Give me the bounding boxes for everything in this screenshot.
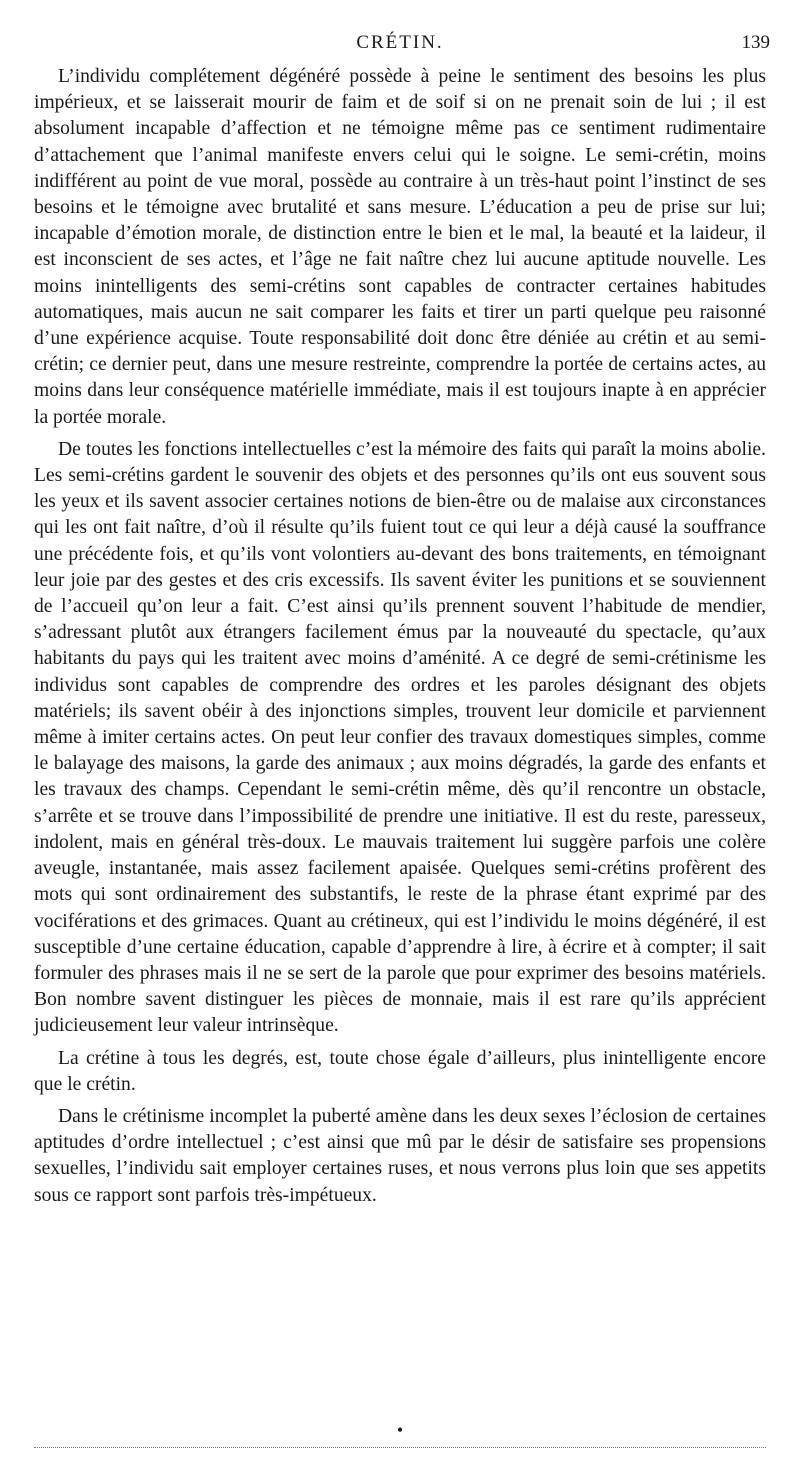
paragraph: L’individu complétement dégénéré possède à peine le sentiment des besoins les plus impérieux, et se laisserait mourir de faim et de soif si on ne prenait soin de lui ; il est absolument incapable d’affection et ne témoigne même pas ce sentiment rudimentaire d’attachement que l’animal manifeste envers celui qui le soigne. Le semi-crétin, moins indifférent au point de vue moral, possède au contraire à un très-haut point l’instinct de ses besoins et le témoigne avec brutalité et sans mesure. L’éducation a peu de prise sur lui; incapable d’émotion morale, de distinction entre le bien et le mal, la beauté et la laideur, il est inconscient de ses actes, et l’âge ne fait naître chez lui aucune aptitude nouvelle. Les moins inintelligents des semi-crétins sont capables de contracter certaines habitudes automatiques, mais aucun ne sait comparer les faits et tirer un parti quelque peu raisonné d’une expérience acquise. Toute responsabilité doit donc être déniée au crétin et au semi-crétin; ce dernier peut, dans une mesure restreinte, comprendre la portée de certains actes, au moins dans leur conséquence matérielle immédiate, mais il est toujours inapte à en apprécier la portée morale. (34, 66, 766, 428)
paragraph: De toutes les fonctions intellectuelles c’est la mémoire des faits qui paraît la moins abolie. Les semi-crétins gardent le souvenir des objets et des personnes qu’ils ont eus souvent sous les yeux et ils savent associer certaines notions de bien-être ou de malaise aux circonstances qui les ont fait naître, d’où il résulte qu’ils fuient tout ce qui leur a déjà causé la souffrance une précédente fois, et qu’ils vont volontiers au-devant des bons traitements, en témoignant leur joie par des gestes et des cris excessifs. Ils savent éviter les punitions et se souviennent de l’accueil qu’on leur a fait. C’est ainsi qu’ils prennent souvent l’habitude de mendier, s’adressant plutôt aux étrangers facilement émus par la nouveauté du spectacle, qu’aux habitants du pays qui les traitent avec moins d’aménité. A ce degré de semi-crétinisme les individus sont capables de comprendre des ordres et les paroles désignant des objets matériels; ils savent obéir à des injonctions simples, trouvent leur domicile et parviennent même à imiter certains actes. On peut leur confier des travaux domestiques simples, comme le balayage des maisons, la garde des animaux ; aux moins dégradés, la garde des enfants et les travaux des champs. Cependant le semi-crétin même, dès qu’il rencontre un obstacle, s’arrête et se trouve dans l’impossibilité de prendre une initiative. Il est du reste, paresseux, indolent, mais en général très-doux. Le mauvais traitement lui suggère parfois une colère aveugle, instantanée, mais assez facilement apaisée. Quelques semi-crétins profèrent des mots qui sont ordinairement des substantifs, le reste de la phrase étant exprimé par des vociférations et des grimaces. Quant au crétineux, qui est l’individu le moins dégénéré, il est susceptible d’une certaine éducation, capable d’apprendre à lire, à écrire et à compter; il sait formuler des phrases mais il ne se sert de la parole que pour exprimer des besoins matériels. Bon nombre savent distinguer les pièces de monnaie, mais il est rare qu’ils apprécient judicieusement leur valeur intrinsèque. (34, 438, 766, 1037)
body-text (34, 64, 766, 1215)
page-number: 139 (741, 32, 770, 53)
running-title: CRÉTIN. (356, 32, 444, 53)
paragraph: La crétine à tous les degrés, est, toute chose égale d’ailleurs, plus inintelligente encore que le crétin. (34, 1047, 766, 1095)
paragraph: Dans le crétinisme incomplet la puberté amène dans les deux sexes l’éclosion de certaines aptitudes d’ordre intellectuel ; c’est ainsi que mû par le désir de satisfaire ses propensions sexuelles, l’individu sait employer certaines ruses, et nous verrons plus loin que ses appetits sous ce rapport sont parfois très-impétueux. (34, 1105, 766, 1206)
footer-mark: • (396, 1420, 404, 1440)
footer-dotted-rule (34, 1447, 766, 1448)
